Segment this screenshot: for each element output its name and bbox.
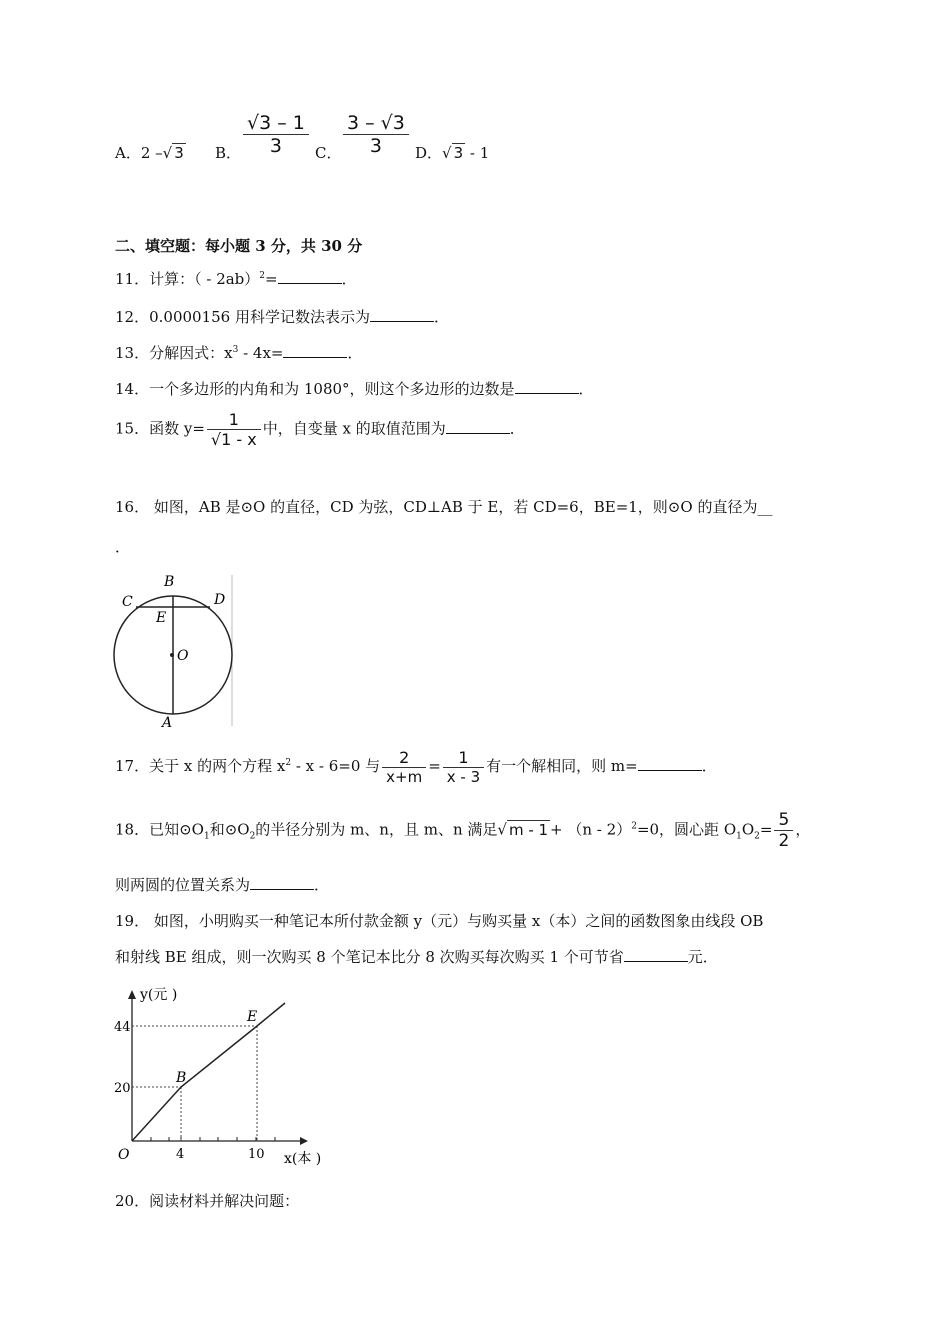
label-o: O	[177, 648, 189, 664]
origin-label: O	[118, 1147, 130, 1163]
y-tick-44: 44	[114, 1020, 131, 1035]
question-20: 20．阅读材料并解决问题：	[115, 1192, 300, 1210]
question-14: 14．一个多边形的内角和为 1080°，则这个多边形的边数是 ．	[115, 380, 594, 398]
y-tick-20: 20	[114, 1081, 131, 1096]
fraction: $\frac{5}{2}$	[774, 810, 793, 851]
y-axis-label: y(元 )	[140, 987, 178, 1003]
option-b: B．	[215, 144, 242, 162]
question-19: 19． 如图，小明购买一种笔记本所付款金额 y（元）与购买量 x（本）之间的函数图象由线段 OB	[115, 912, 764, 930]
line-graph-figure	[110, 985, 330, 1167]
question-15: 15．函数 y= $\frac{1}{√1 - x}$ 中，自变量 x 的取值范围为 ．	[115, 410, 525, 449]
question-16: 16． 如图，AB 是⊙O 的直径，CD 为弦，CD⊥AB 于 E，若 CD=6，BE=1，则⊙O 的直径为__	[115, 498, 773, 516]
sqrt: √ m - 1	[497, 820, 549, 839]
fraction: $\frac{1}{√1 - x}$	[207, 410, 261, 449]
x-axis-label: x(本 )	[284, 1151, 322, 1167]
answer-blank	[278, 269, 342, 284]
question-18: 18．已知$⊙O_1$和$⊙O_2$的半径分别为 m、n，且 m、n 满足√ m - 1 + （n - 2）$^2$=0，圆心距 $O_1O_2=$ $\frac{5}{2}$ ，	[115, 810, 811, 851]
question-18-line2: 则两圆的位置关系为 ．	[115, 876, 330, 894]
answer-blank	[370, 307, 434, 322]
x-tick-4: 4	[176, 1147, 185, 1162]
fraction: $\frac{2}{x+m}$	[382, 748, 426, 786]
section-title: 二、填空题：每小题 3 分，共 30 分	[115, 237, 363, 255]
fraction: $\frac{1}{x - 3}$	[443, 748, 484, 786]
question-11: 11．计算：（ - 2ab）$^2$= ．	[115, 270, 357, 288]
point-e-label: E	[247, 1009, 258, 1025]
answer-blank	[638, 756, 702, 771]
option-d: D．√ 3 - 1	[415, 144, 490, 162]
question-16-continued: ．	[115, 538, 131, 556]
option-c-fraction: $\frac{3 - √3}{3}$	[343, 112, 409, 157]
sqrt-3: √ 3	[162, 144, 184, 162]
option-a: A．2 –√ 3	[115, 144, 184, 162]
point-b-label: B	[176, 1070, 187, 1086]
answer-blank	[250, 875, 314, 890]
answer-blank	[624, 947, 688, 962]
question-13: 13．分解因式：$x^3 - 4x=$ ．	[115, 344, 363, 362]
question-19-line2: 和射线 BE 组成，则一次购买 8 个笔记本比分 8 次购买每次购买 1 个可节省 元．	[115, 948, 718, 966]
answer-blank	[446, 419, 510, 434]
x-tick-10: 10	[248, 1147, 265, 1162]
question-17: 17．关于 x 的两个方程 $x^2 - x - 6=0$ 与 $\frac{2}{x+m}$ = $\frac{1}{x - 3}$ 有一个解相同，则 m= ．	[115, 748, 717, 786]
question-12: 12．0.0000156 用科学记数法表示为 ．	[115, 308, 449, 326]
label-e: E	[156, 610, 167, 626]
answer-blank	[515, 379, 579, 394]
label-d: D	[214, 592, 226, 608]
label-a: A	[162, 715, 173, 730]
answer-blank	[283, 343, 347, 358]
option-b-fraction: $\frac{√3 - 1}{3}$	[243, 112, 309, 157]
label-b: B	[164, 574, 175, 590]
circle-figure	[110, 570, 240, 730]
option-c: C．	[315, 144, 342, 162]
label-c: C	[122, 594, 133, 610]
